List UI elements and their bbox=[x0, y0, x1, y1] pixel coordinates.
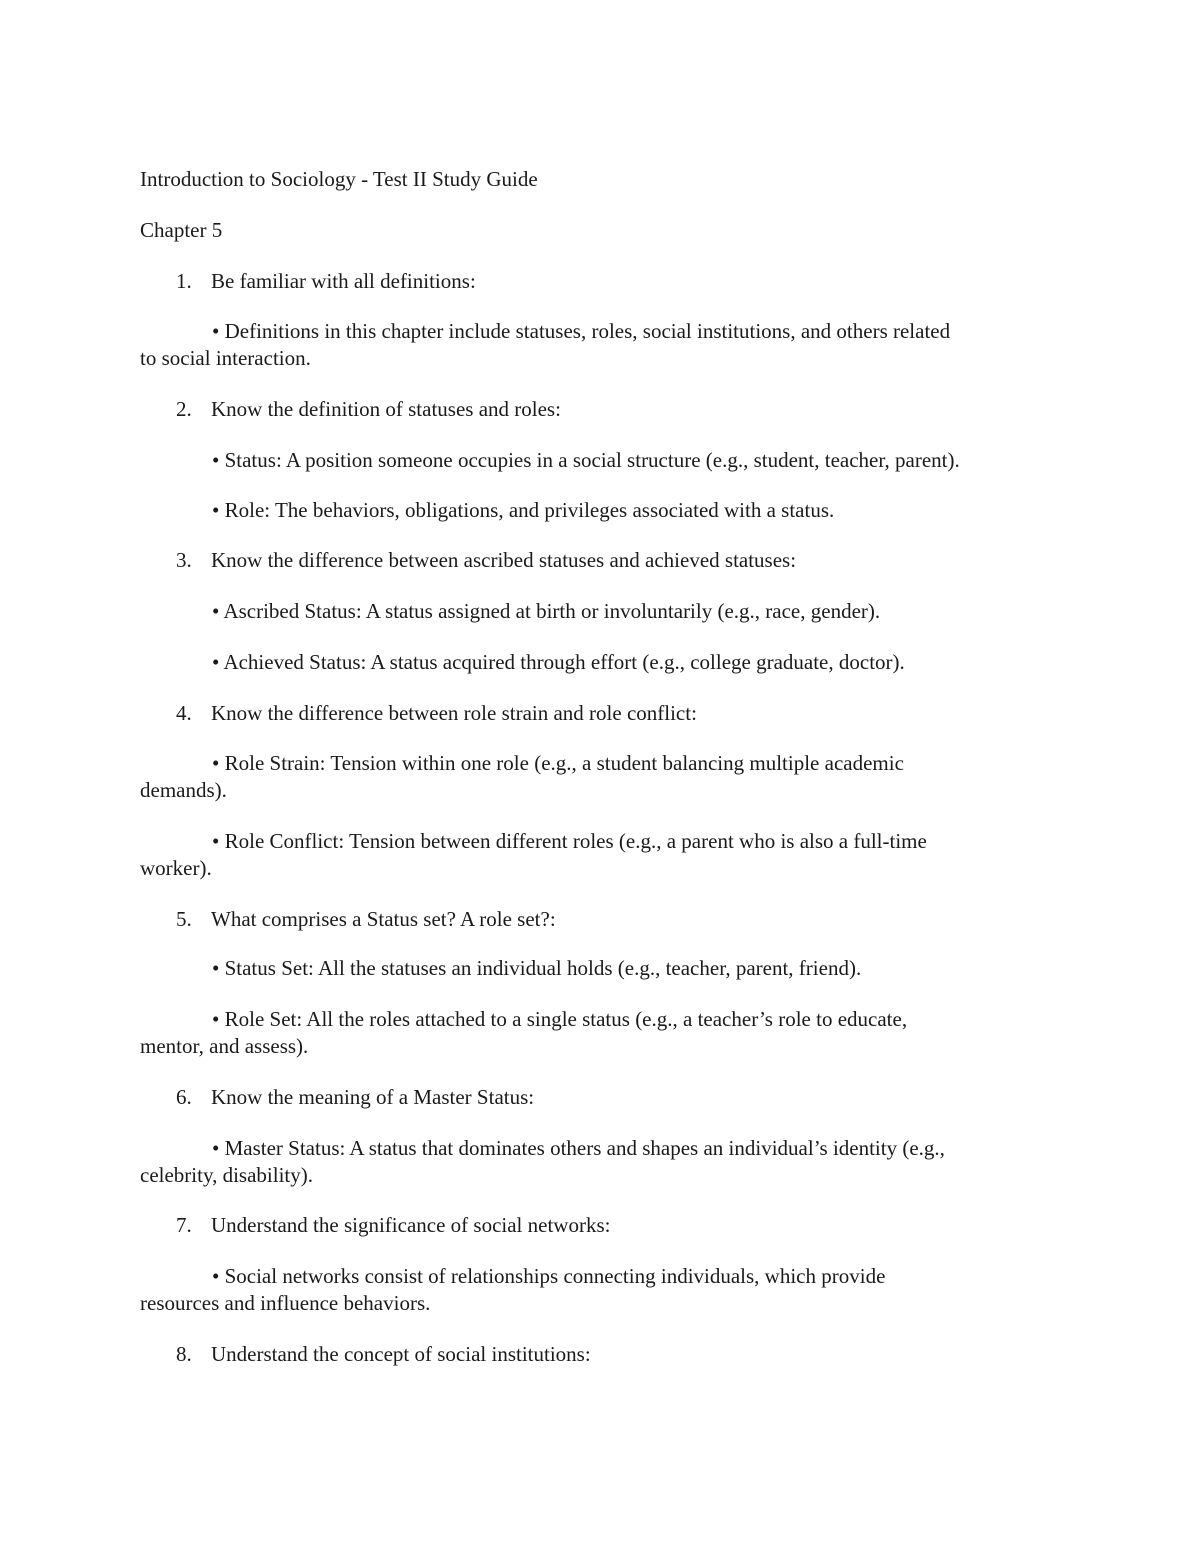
bullet-line: • Ascribed Status: A status assigned at birth or involuntarily (e.g., race, gender). bbox=[212, 599, 881, 623]
bullet-continuation: celebrity, disability). bbox=[140, 1163, 314, 1187]
bullet-line: • Achieved Status: A status acquired through effort (e.g., college graduate, doctor). bbox=[212, 650, 905, 674]
bullet-continuation: to social interaction. bbox=[140, 346, 311, 370]
bullet-line: • Role Strain: Tension within one role (e.g., a student balancing multiple academic bbox=[212, 751, 904, 775]
item-number: 8. bbox=[176, 1342, 192, 1366]
item-number: 2. bbox=[176, 397, 192, 421]
bullet-continuation: worker). bbox=[140, 856, 212, 880]
bullet-continuation: demands). bbox=[140, 778, 227, 802]
chapter-heading: Chapter 5 bbox=[140, 218, 223, 242]
bullet-line: • Definitions in this chapter include statuses, roles, social institutions, and others related bbox=[212, 319, 951, 343]
item-number: 7. bbox=[176, 1213, 192, 1237]
item-number: 1. bbox=[176, 269, 192, 293]
bullet-line: • Status: A position someone occupies in a social structure (e.g., student, teacher, parent). bbox=[212, 448, 960, 472]
bullet-line: • Role Set: All the roles attached to a single status (e.g., a teacher’s role to educate, bbox=[212, 1007, 908, 1031]
document-title: Introduction to Sociology - Test II Study Guide bbox=[140, 167, 538, 191]
bullet-continuation: mentor, and assess). bbox=[140, 1034, 309, 1058]
item-number: 5. bbox=[176, 907, 192, 931]
bullet-line: • Status Set: All the statuses an individual holds (e.g., teacher, parent, friend). bbox=[212, 956, 862, 980]
item-text: Be familiar with all definitions: bbox=[211, 269, 476, 293]
item-text: Understand the concept of social institutions: bbox=[211, 1342, 591, 1366]
item-text: Know the difference between role strain and role conflict: bbox=[211, 701, 697, 725]
item-text: Know the difference between ascribed statuses and achieved statuses: bbox=[211, 548, 797, 572]
item-text: What comprises a Status set? A role set?: bbox=[211, 907, 556, 931]
item-text: Know the meaning of a Master Status: bbox=[211, 1085, 535, 1109]
item-text: Know the definition of statuses and roles: bbox=[211, 397, 561, 421]
bullet-continuation: resources and influence behaviors. bbox=[140, 1291, 431, 1315]
item-text: Understand the significance of social networks: bbox=[211, 1213, 611, 1237]
item-number: 3. bbox=[176, 548, 192, 572]
item-number: 6. bbox=[176, 1085, 192, 1109]
bullet-line: • Role: The behaviors, obligations, and privileges associated with a status. bbox=[212, 498, 835, 522]
bullet-line: • Social networks consist of relationships connecting individuals, which provide bbox=[212, 1264, 886, 1288]
bullet-line: • Role Conflict: Tension between different roles (e.g., a parent who is also a full-time bbox=[212, 829, 927, 853]
item-number: 4. bbox=[176, 701, 192, 725]
bullet-line: • Master Status: A status that dominates others and shapes an individual’s identity (e.g., bbox=[212, 1136, 945, 1160]
